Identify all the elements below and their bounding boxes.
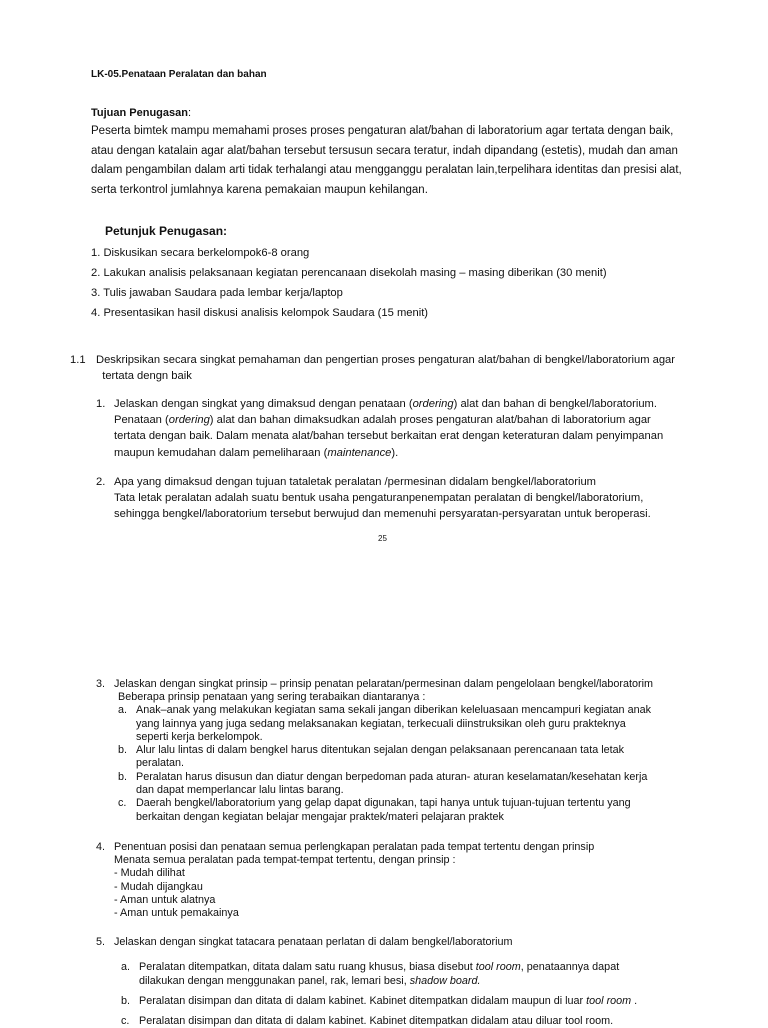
q2-question-text: Apa yang dimaksud dengan tujuan tataletak peralatan /permesinan didalam bengkel/laboratorium: [114, 476, 596, 488]
q4-answer: [114, 854, 456, 920]
q4-question-text: Penentuan posisi dan penataan semua perlengkapan peralatan pada tempat tertentu dengan prinsip: [114, 841, 595, 853]
q1-ans-text: ).: [391, 446, 399, 459]
q5-text: .: [631, 995, 638, 1007]
q1-answer: [114, 412, 663, 461]
q5-text: Peralatan disimpan dan ditata di dalam kabinet. Kabinet ditempatkan didalam atau diluar tool room.: [139, 1015, 614, 1027]
petunjuk-heading: Petunjuk Penugasan:: [105, 224, 228, 238]
q2-answer: [114, 490, 651, 523]
q3-item: [118, 704, 651, 717]
q3-item-line: Anak–anak yang melakukan kegiatan sama sekali jangan diberikan keleluasaan mencampuri kegiatan anak: [136, 704, 651, 717]
q3-item-line: Daerah bengkel/laboratorium yang gelap dapat digunakan, tapi hanya untuk tujuan-tujuan tertentu yang: [136, 797, 631, 810]
tujuan-line: dalam pengambilan dalam arti tidak terhalangi atau mengganggu peralatan lain,terpelihara identitas dan presisi alat,: [91, 164, 682, 176]
q2-answer-line: Tata letak peralatan adalah suatu bentuk usaha pengaturanpenempatan peralatan di bengkel/laboratorium,: [114, 492, 644, 504]
petunjuk-item: 3. Tulis jawaban Saudara pada lembar kerja/laptop: [91, 287, 343, 299]
q1-answer-line: [114, 412, 663, 428]
q3-item-line: Peralatan harus disusun dan diatur dengan berpedoman pada aturan- aturan keselamatan/kesehatan kerja: [136, 770, 648, 783]
q5-item-mark: c.: [121, 1015, 130, 1027]
tujuan-line: Peserta bimtek mampu memahami proses proses pengaturan alat/bahan di laboratorium agar tertata dengan baik,: [91, 125, 674, 137]
q3-item-mark: a.: [118, 704, 128, 717]
q4-line: - Aman untuk alatnya: [114, 893, 216, 906]
q5-item-mark: a.: [121, 961, 131, 973]
q1-number: 1.: [96, 398, 106, 410]
q3-item: [118, 771, 651, 784]
q5-text: , penataannya dapat: [520, 961, 620, 973]
petunjuk-item: 4. Presentasikan hasil diskusi analisis kelompok Saudara (15 menit): [91, 307, 429, 319]
q1-ans-italic: ordering: [168, 414, 210, 426]
q3-item-line: berkaitan dengan kegiatan belajar mengajar praktek/materi pelajaran praktek: [136, 810, 504, 823]
tujuan-paragraph: [91, 122, 711, 200]
q3-item-line: Alur lalu lintas di dalam bengkel harus ditentukan sejalan dengan pelaksanaan perencanaan tata letak: [136, 744, 625, 757]
q4-line: Menata semua peralatan pada tempat-tempat tertentu, dengan prinsip :: [114, 854, 456, 866]
q3-number: 3.: [96, 678, 106, 690]
tujuan-heading-label: Tujuan Penugasan: [91, 107, 188, 119]
q1-answer-line: tertata dengan baik. Dalam menata alat/bahan tersebut berkaitan erat dengan keteraturan dalam penyimpanan: [114, 430, 664, 443]
q3-item: [118, 744, 651, 757]
q1-question: [96, 396, 657, 412]
q1-ans-text: ) alat dan bahan dimaksudkan adalah proses pengaturan alat/bahan di laboratorium agar: [209, 414, 651, 426]
q5-item-mark: b.: [121, 995, 131, 1007]
q5-text: Peralatan disimpan dan ditata di dalam kabinet. Kabinet ditempatkan didalam maupun di luar: [139, 995, 587, 1007]
q5-item-a-line2: [121, 974, 637, 988]
q3-item: [118, 797, 651, 810]
page-number: 25: [378, 534, 387, 543]
q3-item-line: dan dapat memperlancar lalu lintas barang.: [136, 784, 344, 797]
q5-item-b: [121, 994, 637, 1008]
q1-answer-line: [114, 445, 663, 461]
q1-ans-italic: maintenance: [327, 446, 392, 459]
q5-italic: tool room: [475, 961, 521, 973]
q5-text: dilakukan dengan menggunakan panel, rak, lemari besi,: [139, 975, 410, 987]
q4-line: - Mudah dijangkau: [114, 880, 203, 893]
q3-item-mark: b.: [118, 744, 128, 757]
petunjuk-item: 1. Diskusikan secara berkelompok6-8 orang: [91, 247, 310, 259]
q5-italic: shadow board.: [409, 975, 481, 987]
q1-question-text-b: ) alat dan bahan di bengkel/laboratorium.: [453, 398, 657, 410]
q3-question: [96, 678, 653, 691]
q2-answer-line: sehingga bengkel/laboratorium tersebut berwujud dan memenuhi persyaratan-persyaratan untuk beroperasi.: [114, 508, 651, 521]
q3-question-text: Jelaskan dengan singkat prinsip – prinsip penatan pelaratan/permesinan dalam pengelolaan bengkel/laboratorim: [114, 678, 654, 690]
q3-answer: [118, 691, 651, 824]
q3-item-mark: b.: [118, 770, 128, 783]
section-number: 1.1: [70, 354, 86, 366]
q3-intro: Beberapa prinsip penataan yang sering terabaikan diantaranya :: [118, 691, 426, 703]
tujuan-line: serta terkontrol jumlahnya karena pemakaian maupun kehilangan.: [91, 183, 428, 196]
q1-question-text-a: Jelaskan dengan singkat yang dimaksud dengan penataan (: [114, 398, 413, 410]
q5-item-c: [121, 1014, 637, 1028]
section-line: tertata dengn baik: [96, 370, 192, 383]
q1-ans-text: maupun kemudahan dalam pemeliharaan (: [114, 446, 328, 459]
q1-question-italic: ordering: [412, 398, 454, 410]
petunjuk-item: 2. Lakukan analisis pelaksanaan kegiatan perencanaan disekolah masing – masing diberikan (30 menit): [91, 267, 607, 279]
section-question: [96, 352, 675, 385]
q5-italic: tool room: [586, 995, 632, 1007]
q4-question: [96, 841, 594, 854]
q5-number: 5.: [96, 936, 106, 948]
q4-number: 4.: [96, 841, 106, 853]
q5-question: [96, 936, 513, 948]
document-title: LK-05.Penataan Peralatan dan bahan: [91, 69, 267, 80]
q3-item-line: peralatan.: [136, 757, 185, 770]
q4-line: - Mudah dilihat: [114, 867, 185, 880]
q5-answer: [121, 960, 637, 1028]
tujuan-heading: [91, 107, 191, 119]
tujuan-heading-colon: :: [187, 107, 192, 119]
q5-text: Peralatan ditempatkan, ditata dalam satu ruang khusus, biasa disebut: [139, 961, 476, 973]
petunjuk-list: [91, 243, 607, 323]
tujuan-line: atau dengan katalain agar alat/bahan tersebut tersusun secara teratur, indah dipandang (estetis), mudah dan aman: [91, 144, 678, 157]
q4-line: - Aman untuk pemakainya: [114, 907, 239, 920]
q2-number: 2.: [96, 476, 106, 488]
q5-question-text: Jelaskan dengan singkat tatacara penataan perlatan di dalam bengkel/laboratorium: [114, 936, 513, 948]
section-line: Deskripsikan secara singkat pemahaman dan pengertian proses pengaturan alat/bahan di bengkel/laboratorium agar: [96, 354, 676, 366]
q1-ans-text: Penataan (: [114, 414, 169, 426]
q3-item-mark: c.: [118, 797, 127, 810]
q3-item-line: yang lainnya yang juga sedang melaksanakan kegiatan, terkecuali diinstruksikan oleh guru prakteknya: [136, 717, 626, 730]
q5-item-a: [121, 960, 637, 974]
q2-question: [96, 474, 596, 490]
q3-item-line: seperti kerja berkelompok.: [136, 730, 263, 743]
